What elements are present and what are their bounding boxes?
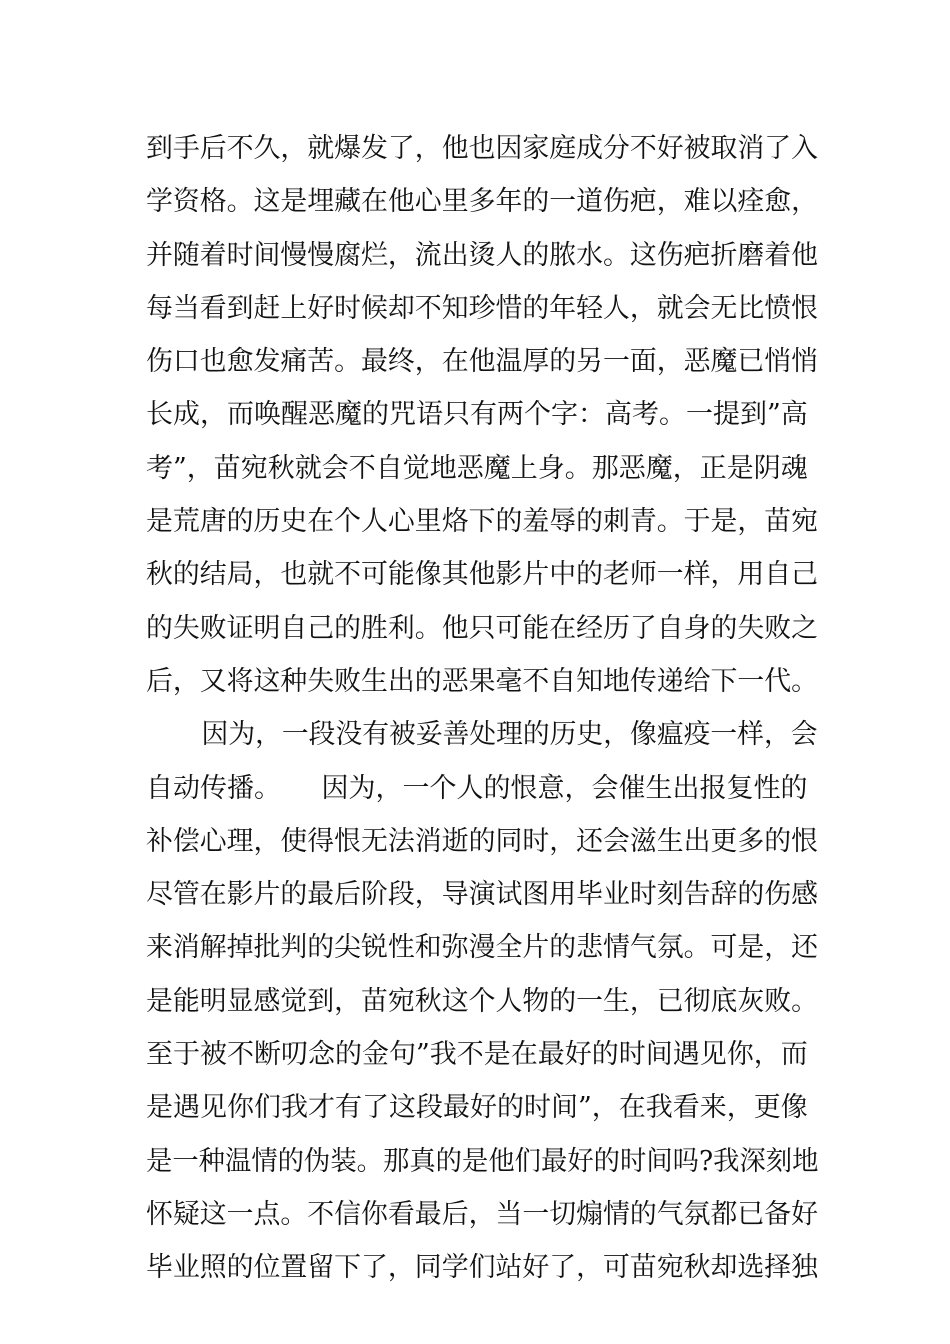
text-line: 至于被不断叨念的金句”我不是在最好的时间遇见你，而: [146, 1039, 808, 1071]
text-line: 到手后不久，就爆发了，他也因家庭成分不好被取消了入: [146, 133, 819, 164]
body-text: [146, 122, 819, 1295]
text-line: 并随着时间慢慢腐烂，流出烫人的脓水。这伤疤折磨着他: [146, 239, 819, 271]
text-line: 是一种温情的伪装。那真的是他们最好的时间吗?我深刻地: [146, 1145, 819, 1177]
paragraph-start-line: 因为，一段没有被妥善处理的历史，像瘟疫一样，会: [201, 719, 818, 751]
text-line: 考”，苗宛秋就会不自觉地恶魔上身。那恶魔，正是阴魂: [146, 452, 808, 484]
text-line: 后，又将这种失败生出的恶果毫不自知地传递给下一代。: [146, 665, 819, 697]
text-line: 补偿心理，使得恨无法消逝的同时，还会滋生出更多的恨: [146, 825, 819, 857]
text-line: 自动传播。 因为，一个人的恨意，会催生出报复性的: [146, 772, 808, 804]
text-line: 的失败证明自己的胜利。他只可能在经历了自身的失败之: [146, 612, 819, 644]
text-line: 每当看到赶上好时候却不知珍惜的年轻人，就会无比愤恨: [146, 292, 819, 324]
text-line: 是能明显感觉到，苗宛秋这个人物的一生，已彻底灰败。: [146, 985, 819, 1017]
text-line: 毕业照的位置留下了，同学们站好了，可苗宛秋却选择独: [146, 1252, 819, 1284]
text-line: 学资格。这是埋藏在他心里多年的一道伤疤，难以痊愈，: [146, 186, 819, 218]
text-line: 秋的结局，也就不可能像其他影片中的老师一样，用自己: [146, 559, 819, 591]
text-line: 是遇见你们我才有了这段最好的时间”，在我看来，更像: [146, 1092, 808, 1124]
text-line: 尽管在影片的最后阶段，导演试图用毕业时刻告辞的伤感: [146, 879, 819, 911]
text-line: 来消解掉批判的尖锐性和弥漫全片的悲情气氛。可是，还: [146, 932, 819, 964]
text-line: 怀疑这一点。不信你看最后，当一切煽情的气氛都已备好: [146, 1198, 819, 1230]
text-line: 伤口也愈发痛苦。最终，在他温厚的另一面，恶魔已悄悄: [146, 346, 819, 378]
text-line: 长成，而唤醒恶魔的咒语只有两个字：高考。一提到”高: [146, 399, 808, 431]
text-line: 是荒唐的历史在个人心里烙下的羞辱的刺青。于是，苗宛: [146, 506, 819, 538]
